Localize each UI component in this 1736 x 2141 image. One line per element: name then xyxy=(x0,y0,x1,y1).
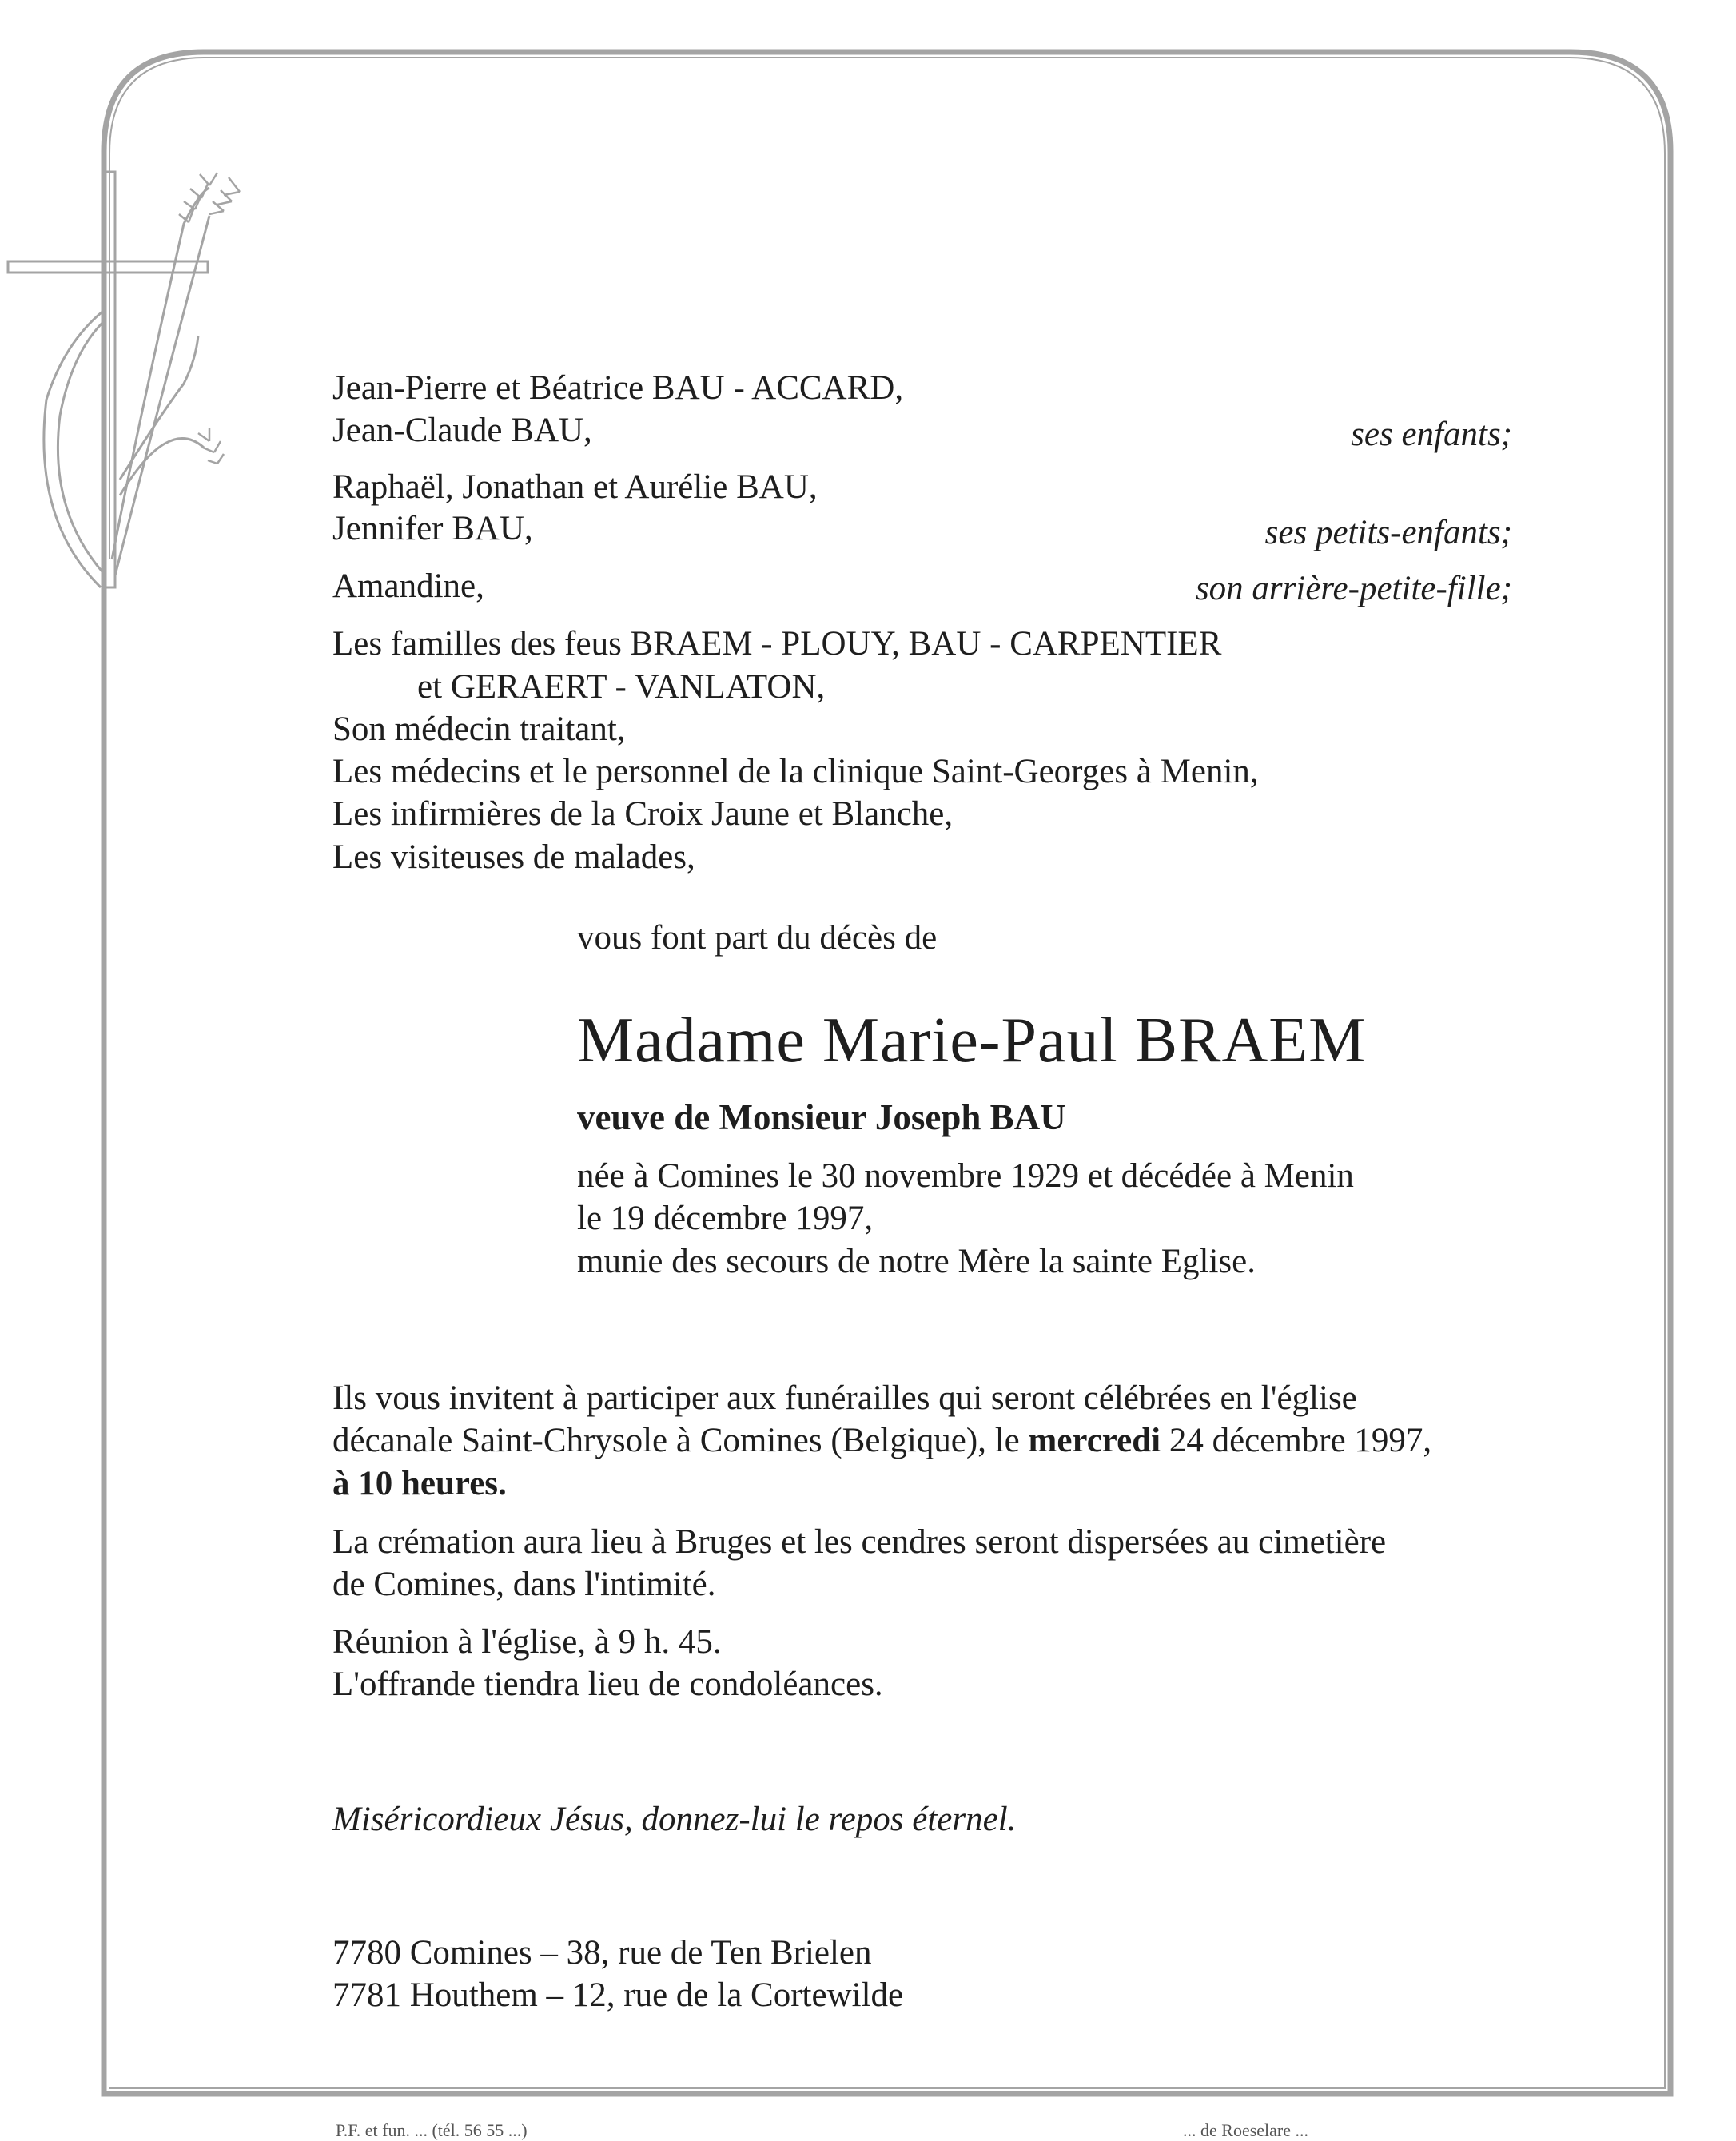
funeral-time: à 10 heures. xyxy=(332,1465,507,1502)
announce-text: vous font part du décès de xyxy=(577,919,938,957)
clinic-line: Les médecins et le personnel de la clinique Saint-Georges à Menin, xyxy=(332,753,1259,790)
visitors-line: Les visiteuses de malades, xyxy=(332,838,695,876)
funeral-line-2 xyxy=(332,1423,1431,1458)
greatgrandchild-role: son arrière-petite-fille; xyxy=(1195,570,1512,607)
funeral-line-2-a: décanale Saint-Chrysole à Comines (Belgique), le xyxy=(332,1422,1029,1459)
children-line-2: Jean-Claude BAU, xyxy=(332,412,592,449)
born-died-line-1: née à Comines le 30 novembre 1929 et décédée à Menin xyxy=(577,1157,1354,1195)
cremation-line-1: La crémation aura lieu à Bruges et les cendres seront dispersées au cimetière xyxy=(332,1523,1387,1561)
printer-footer-right: ... de Roeselare ... xyxy=(1183,2120,1308,2140)
meeting-line-2: L'offrande tiendra lieu de condoléances. xyxy=(332,1665,883,1703)
funeral-line-1: Ils vous invitent à participer aux funérailles qui seront célébrées en l'église xyxy=(332,1379,1357,1417)
children-role: ses enfants; xyxy=(1351,416,1512,453)
funeral-date: 24 décembre 1997, xyxy=(1161,1422,1432,1459)
wheat-ears-icon xyxy=(44,173,240,587)
meeting-line-1: Réunion à l'église, à 9 h. 45. xyxy=(332,1623,722,1661)
doctor-line: Son médecin traitant, xyxy=(332,710,626,748)
grandchildren-line-1: Raphaël, Jonathan et Aurélie BAU, xyxy=(332,468,818,506)
greatgrandchild: Amandine, xyxy=(332,567,484,605)
nurses-line: Les infirmières de la Croix Jaune et Blanche, xyxy=(332,795,954,833)
sacraments-line: munie des secours de notre Mère la sainte Eglise. xyxy=(577,1243,1256,1280)
address-houthem: 7781 Houthem – 12, rue de la Cortewilde xyxy=(332,1976,904,2014)
cremation-line-2: de Comines, dans l'intimité. xyxy=(332,1566,716,1603)
born-died-line-2: le 19 décembre 1997, xyxy=(577,1200,874,1237)
funeral-day: mercredi xyxy=(1028,1422,1161,1459)
address-comines: 7780 Comines – 38, rue de Ten Brielen xyxy=(332,1934,872,1972)
families-line-1: Les familles des feus BRAEM - PLOUY, BAU - CARPENTIER xyxy=(332,625,1222,663)
grandchildren-line-2: Jennifer BAU, xyxy=(332,510,533,547)
deceased-name: Madame Marie-Paul BRAEM xyxy=(577,1005,1367,1076)
printer-footer-left: P.F. et fun. ... (tél. 56 55 ...) xyxy=(336,2120,528,2140)
widow-of: veuve de Monsieur Joseph BAU xyxy=(577,1097,1066,1137)
cross-icon xyxy=(8,172,208,587)
grandchildren-role: ses petits-enfants; xyxy=(1264,514,1512,551)
children-line-1: Jean-Pierre et Béatrice BAU - ACCARD, xyxy=(332,369,904,407)
prayer: Miséricordieux Jésus, donnez-lui le repos éternel. xyxy=(332,1801,1017,1838)
families-line-2: et GERAERT - VANLATON, xyxy=(417,668,826,706)
